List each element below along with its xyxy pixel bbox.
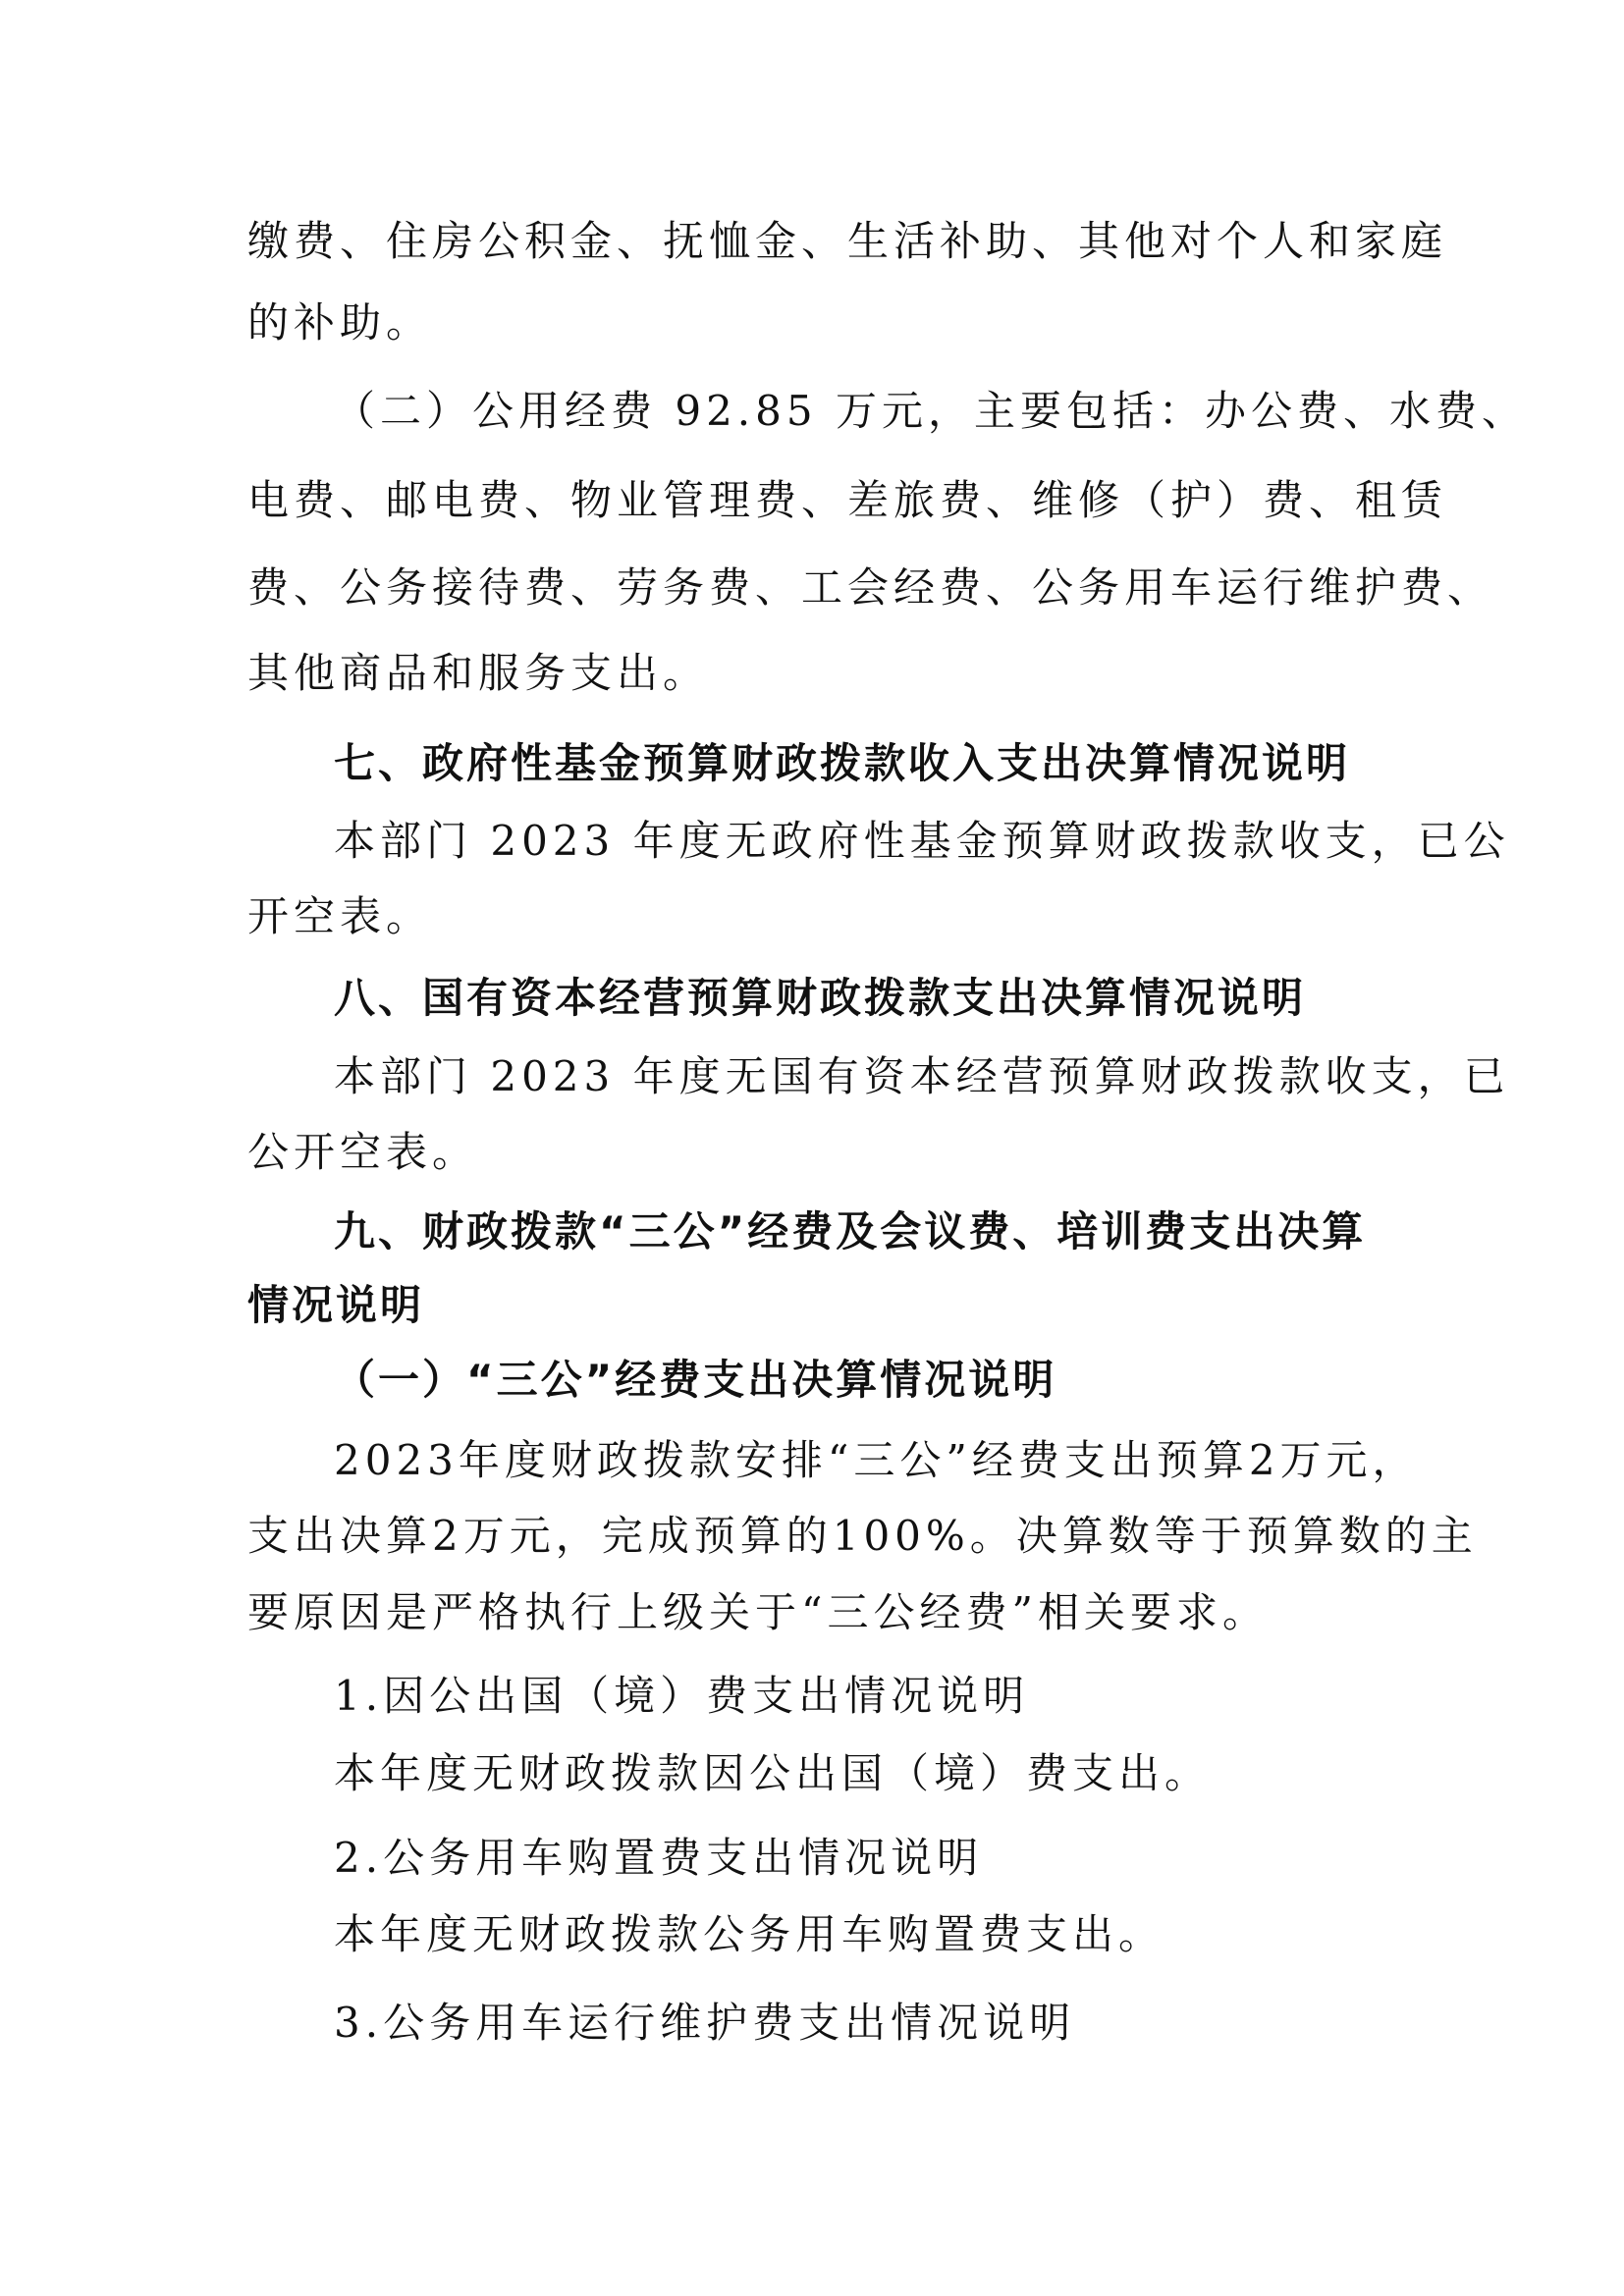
paragraph-line: 开空表。	[247, 892, 433, 940]
item-heading: 1.因公出国（境）费支出情况说明	[334, 1672, 1030, 1720]
paragraph-line: 本部门 2023 年度无政府性基金预算财政拨款收支，已公	[334, 817, 1510, 865]
item-heading: 3.公务用车运行维护费支出情况说明	[334, 1999, 1076, 2047]
paragraph-line: 的补助。	[247, 298, 433, 347]
paragraph-line: 本年度无财政拨款因公出国（境）费支出。	[334, 1749, 1212, 1797]
section-heading: 七、政府性基金预算财政拨款收入支出决算情况说明	[334, 739, 1351, 787]
paragraph-line: 其他商品和服务支出。	[247, 649, 710, 697]
paragraph-line: 本年度无财政拨款公务用车购置费支出。	[334, 1910, 1165, 1958]
paragraph-line: 支出决算2万元，完成预算的100%。决算数等于预算数的主	[247, 1512, 1478, 1560]
paragraph-line: 电费、邮电费、物业管理费、差旅费、维修（护）费、租赁	[247, 476, 1448, 524]
section-heading: 八、国有资本经营预算财政拨款支出决算情况说明	[334, 974, 1307, 1022]
paragraph-line: 要原因是严格执行上级关于“三公经费”相关要求。	[247, 1588, 1269, 1636]
item-heading: 2.公务用车购置费支出情况说明	[334, 1834, 984, 1882]
paragraph-line: 2023年度财政拨款安排“三公”经费支出预算2万元，	[334, 1436, 1419, 1484]
section-heading: 九、财政拨款“三公”经费及会议费、培训费支出决算	[334, 1207, 1367, 1255]
paragraph-line: 本部门 2023 年度无国有资本经营预算财政拨款收支，已	[334, 1052, 1510, 1100]
paragraph-line: 费、公务接待费、劳务费、工会经费、公务用车运行维护费、	[247, 563, 1494, 612]
subsection-heading: （一）“三公”经费支出决算情况说明	[334, 1356, 1057, 1404]
paragraph-line: （二）公用经费 92.85 万元，主要包括：办公费、水费、	[334, 387, 1528, 435]
section-heading: 情况说明	[247, 1281, 425, 1329]
paragraph-line: 公开空表。	[247, 1128, 479, 1176]
paragraph-line: 缴费、住房公积金、抚恤金、生活补助、其他对个人和家庭	[247, 217, 1448, 265]
